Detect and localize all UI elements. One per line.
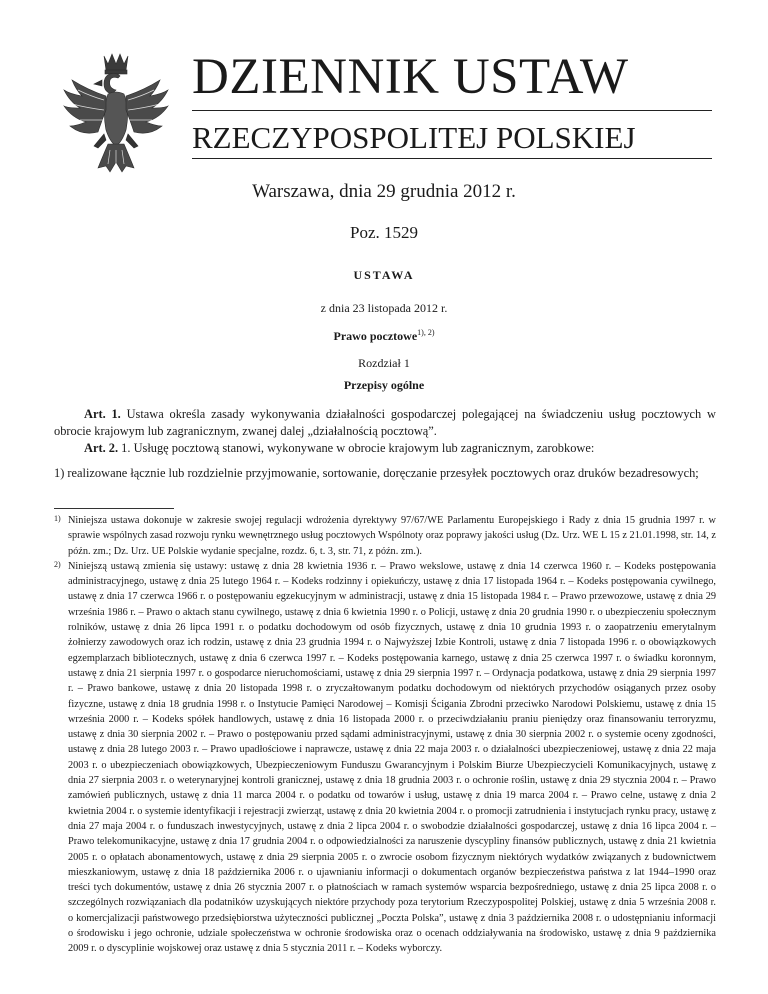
chapter-number: Rozdział 1 (358, 356, 410, 370)
article-2-item-1: 1) realizowane łącznie lub rozdzielnie przyjmowanie, sortowanie, doręczanie przesyłek pocztowych oraz druków bezadresowych; (54, 466, 699, 480)
article-2-label: Art. 2. (84, 441, 119, 455)
polish-eagle-emblem-icon (58, 50, 174, 178)
act-title-footnote-refs: 1), 2) (417, 328, 435, 337)
footnote-1 (54, 513, 716, 559)
act-type: USTAWA (353, 268, 415, 282)
footnote-text: Niniejsza ustawa dokonuje w zakresie swojej regulacji wdrożenia dyrektywy 97/67/WE Parlamentu Europejskiego i Rady z dnia 15 grudnia 1997 r. w sprawie wspólnych zasad rozwoju rynku wewnętrznego usług pocztowych Wspólnoty oraz poprawy jakości usług (Dz. Urz. WE L 15 z 21.01.1998, str. 14, z późn. zm.; Dz. Urz. UE Polskie wydanie specjalne, rozdz. 6, t. 3, str. 71, z późn. zm.). (68, 515, 716, 557)
publication-date: Warszawa, dnia 29 grudnia 2012 r. (252, 181, 516, 202)
masthead-divider (192, 110, 712, 111)
footnote-divider (54, 508, 174, 509)
act-date: z dnia 23 listopada 2012 r. (320, 301, 448, 315)
article-1-text: Ustawa określa zasady wykonywania działalności gospodarczej polegającej na świadczeniu usług pocztowych w obrocie krajowym lub zagranicznym, zwanej dalej „działalnością pocztową”. (54, 407, 716, 438)
position-number: Poz. 1529 (350, 223, 418, 242)
article-2 (54, 440, 716, 457)
footnote-mark: 2) (54, 559, 61, 569)
footnote-text: Niniejszą ustawą zmienia się ustawy: ustawę z dnia 28 kwietnia 1936 r. – Prawo wekslowe, ustawę z dnia 14 czerwca 1960 r. – Kodeks postępowania administracyjnego, ustawę z dnia 25 lutego 1964 r. – Kodeks rodzinny i opiekuńczy, ustawę z dnia 17 listopada 1964 r. – Kodeks postępowania cywilnego, ustawę z dnia 17 czerwca 1966 r. o postępowaniu egzekucyjnym w administracji, ustawę z dnia 15 listopada 1984 r. – Prawo przewozowe, ustawę z dnia 29 września 1986 r. – Prawo o aktach stanu cywilnego, ustawę z dnia 6 kwietnia 1990 r. o Policji, ustawę z dnia 20 grudnia 1990 r. o ubezpieczeniu społecznym rolników, ustawę z dnia 26 lipca 1991 r. o podatku dochodowym od osób fizycznych, ustawę z dnia 10 grudnia 1993 r. o zaopatrzeniu emerytalnym żołnierzy zawodowych oraz ich rodzin, ustawę z dnia 23 grudnia 1994 r. o Najwyższej Izbie Kontroli, ustawę z dnia 7 listopada 1996 r. o obowiązkowych egzemplarzach bibliotecznych, ustawę z dnia 6 czerwca 1997 r. – Kodeks postępowania karnego, ustawę z dnia 25 czerwca 1997 r. o świadku koronnym, ustawę z dnia 21 sierpnia 1997 r. o gospodarce nieruchomościami, ustawę z dnia 29 sierpnia 1997 r. – Ordynacja podatkowa, ustawę z dnia 29 sierpnia 1997 r. – Prawo bankowe, ustawę z dnia 20 listopada 1998 r. o zryczałtowanym podatku dochodowym od niektórych przychodów osiąganych przez osoby fizyczne, ustawę z dnia 18 grudnia 1998 r. o Instytucie Pamięci Narodowej – Komisji Ścigania Zbrodni przeciwko Narodowi Polskiemu, ustawę z dnia 15 września 2000 r. – Kodeks spółek handlowych, ustawę z dnia 16 listopada 2000 r. o przeciwdziałaniu praniu pieniędzy oraz finansowaniu terroryzmu, ustawę z dnia 30 sierpnia 2002 r. – Prawo o postępowaniu przed sądami administracyjnymi, ustawę z dnia 30 sierpnia 2002 r. o systemie oceny zgodności, ustawę z dnia 28 lutego 2003 r. – Prawo upadłościowe i naprawcze, ustawę z dnia 22 maja 2003 r. o działalności ubezpieczeniowej, ustawę z dnia 22 maja 2003 r. o ubezpieczeniach obowiązkowych, Ubezpieczeniowym Funduszu Gwarancyjnym i Polskim Biurze Ubezpieczycieli Komunikacyjnych, ustawę z dnia 27 sierpnia 2003 r. o weterynaryjnej kontroli granicznej, ustawę z dnia 18 grudnia 2003 r. o ochronie roślin, ustawę z dnia 29 stycznia 2004 r. – Prawo zamówień publicznych, ustawę z dnia 11 marca 2004 r. o podatku od towarów i usług, ustawę z dnia 19 marca 2004 r. – Prawo celne, ustawę z dnia 2 kwietnia 2004 r. o systemie identyfikacji i rejestracji zwierząt, ustawę z dnia 20 kwietnia 2004 r. o promocji zatrudnienia i instytucjach rynku pracy, ustawę z dnia 27 maja 2004 r. o funduszach inwestycyjnych, ustawę z dnia 2 lipca 2004 r. o swobodzie działalności gospodarczej, ustawę z dnia 16 lipca 2004 r. – Prawo telekomunikacyjne, ustawę z dnia 17 grudnia 2004 r. o odpowiedzialności za naruszenie dyscypliny finansów publicznych, ustawę z dnia 21 kwietnia 2005 r. o opłatach abonamentowych, ustawę z dnia 29 sierpnia 2005 r. o zwrocie osobom fizycznym niektórych wydatków związanych z budownictwem mieszkaniowym, ustawę z dnia 18 października 2006 r. o ujawnianiu informacji o dokumentach organów bezpieczeństwa państwa z lat 1944–1990 oraz treści tych dokumentów, ustawę z dnia 26 stycznia 2007 r. o płatnościach w ramach systemów wsparcia bezpośredniego, ustawę z dnia 25 lipca 2008 r. o szczególnych rozwiązaniach dla podatników uzyskujących niektóre przychody poza terytorium Rzeczypospolitej Polskiej, ustawę z dnia 5 września 2008 r. o komercjalizacji państwowego przedsiębiorstwa użyteczności publicznej „Poczta Polska”, ustawę z dnia 3 października 2008 r. o udostępnianiu informacji o środowisku i jego ochronie, udziale społeczeństwa w ochronie środowiska oraz o ocenach oddziaływania na środowisko, ustawę z dnia 9 października 2009 r. o dyscyplinie wojskowej oraz ustawę z dnia 5 stycznia 2011 r. – Kodeks wyborczy. (68, 560, 716, 955)
article-2-text: 1. Usługę pocztową stanowi, wykonywane w obrocie krajowym lub zagranicznym, zarobkowe: (121, 441, 595, 455)
masthead-title: DZIENNIK USTAW (192, 49, 629, 105)
chapter-title: Przepisy ogólne (343, 378, 425, 392)
article-1 (54, 406, 716, 439)
masthead-divider-bottom (192, 158, 712, 159)
footnotes (54, 513, 716, 957)
article-1-label: Art. 1. (84, 407, 121, 421)
act-title-text: Prawo pocztowe (333, 329, 418, 343)
act-title (0, 328, 768, 344)
masthead-subtitle: RZECZYPOSPOLITEJ POLSKIEJ (192, 120, 636, 155)
footnote-2 (54, 559, 716, 957)
footnote-mark: 1) (54, 514, 61, 523)
